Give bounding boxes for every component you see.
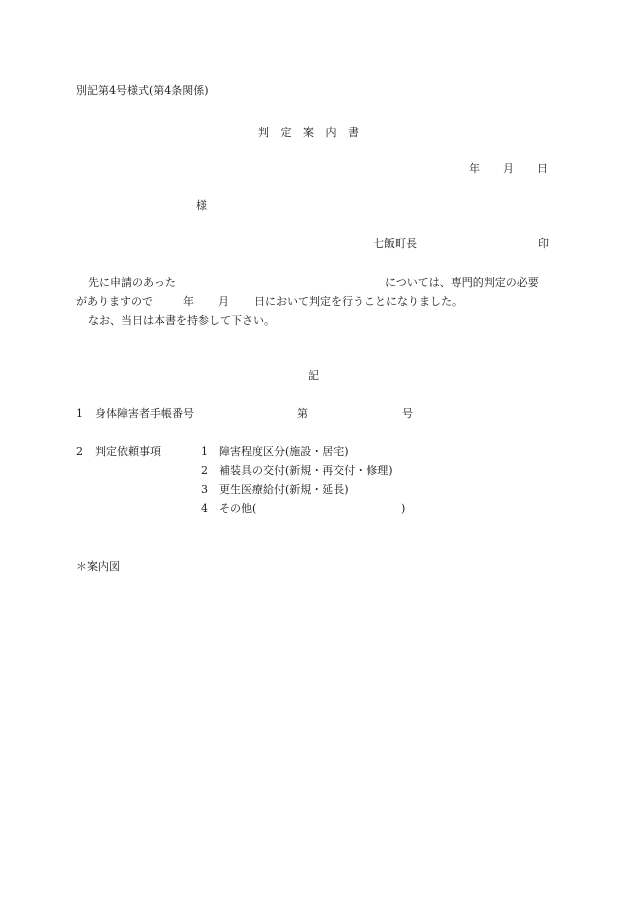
body-line2-start: がありますので bbox=[76, 295, 153, 308]
item2-option-number: 2 bbox=[201, 464, 208, 477]
form-label: 別記第4号様式(第4条関係) bbox=[76, 84, 209, 97]
item2-option-text: その他( bbox=[219, 502, 257, 515]
item1-label: 身体障害者手帳番号 bbox=[95, 407, 194, 420]
item2-number: 2 bbox=[76, 445, 83, 458]
date-year-label: 年 bbox=[469, 162, 480, 175]
seal-mark: 印 bbox=[538, 237, 549, 250]
item2-option-number: 3 bbox=[201, 483, 208, 496]
date-month-label: 月 bbox=[503, 162, 514, 175]
body-line2-month: 月 bbox=[218, 295, 229, 308]
body-line1-start: 先に申請のあった bbox=[88, 276, 176, 289]
item1-number: 1 bbox=[76, 407, 83, 420]
body-line2-end: 日において判定を行うことになりました。 bbox=[254, 295, 463, 308]
item1-suffix: 号 bbox=[402, 407, 413, 420]
item2-option-close-paren: ) bbox=[401, 502, 406, 515]
document-title: 判 定 案 内 書 bbox=[258, 126, 359, 139]
map-label: ＊案内図 bbox=[76, 560, 120, 573]
item2-option-text: 補装具の交付(新規・再交付・修理) bbox=[219, 464, 393, 477]
item2-label: 判定依頼事項 bbox=[95, 445, 161, 458]
date-day-label: 日 bbox=[537, 162, 548, 175]
ki-heading: 記 bbox=[308, 369, 319, 382]
body-line3: なお、当日は本書を持参して下さい。 bbox=[88, 314, 275, 327]
item2-option-text: 障害程度区分(施設・居宅) bbox=[219, 445, 349, 458]
body-line2-year: 年 bbox=[183, 295, 194, 308]
item1-prefix: 第 bbox=[297, 407, 308, 420]
item2-option-text: 更生医療給付(新規・延長) bbox=[219, 483, 349, 496]
item2-option-number: 1 bbox=[201, 445, 208, 458]
item2-option-number: 4 bbox=[201, 502, 208, 515]
addressee-honorific: 様 bbox=[196, 199, 207, 212]
issuer-name: 七飯町長 bbox=[373, 237, 417, 250]
body-line1-end: については、専門的判定の必要 bbox=[385, 276, 539, 289]
